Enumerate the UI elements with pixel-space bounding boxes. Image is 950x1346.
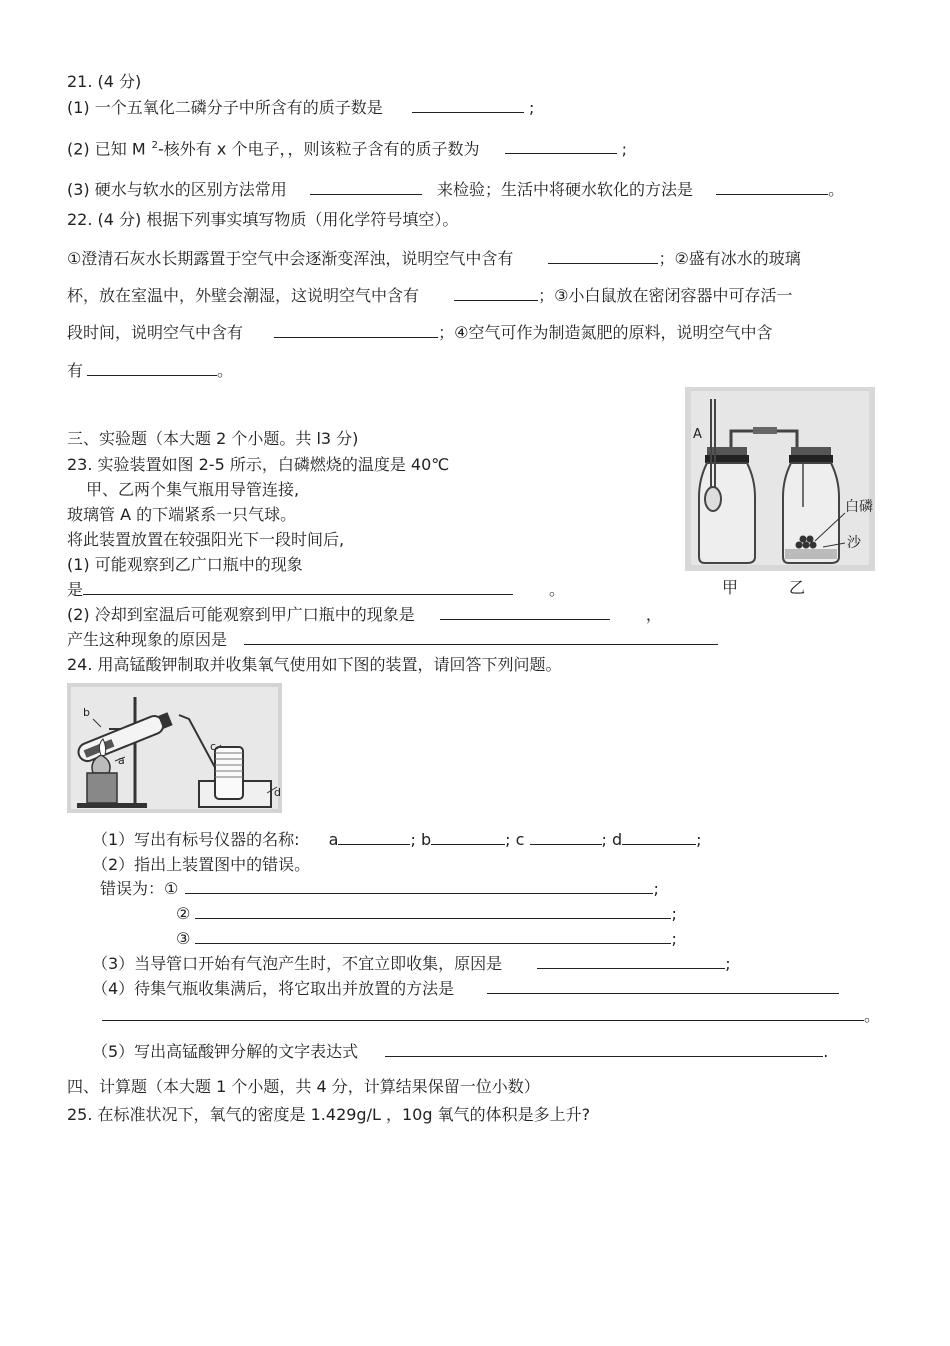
q22-line2-text-a: 杯，放在室温中，外壁会潮湿，这说明空气中含有 (67, 286, 420, 305)
q22-line3 (67, 323, 772, 343)
punct: ; (528, 98, 535, 117)
punct: 。 (549, 580, 566, 599)
q21-part3-text-a: (3) 硬水与软水的区别方法常用 (67, 180, 287, 199)
answer-blank[interactable] (102, 1006, 864, 1021)
punct: ; (653, 879, 659, 898)
q23-line1: 23. 实验装置如图 2-5 所示，白磷燃烧的温度是 40℃ (67, 455, 450, 474)
q23-line6-text: 是 (67, 580, 84, 599)
answer-blank[interactable] (244, 630, 718, 645)
punct: ; (671, 904, 677, 923)
q22-line3-text-a: 段时间，说明空气中含有 (67, 323, 244, 342)
punct: ; (696, 830, 702, 849)
answer-blank-c[interactable] (530, 830, 602, 845)
label-a: A (693, 427, 702, 442)
punct: ; (725, 954, 731, 973)
answer-blank[interactable] (195, 929, 671, 944)
answer-blank[interactable] (87, 361, 217, 376)
q23-line4: 将此装置放置在较强阳光下一段时间后, (67, 530, 345, 549)
answer-blank[interactable] (454, 286, 538, 301)
label-d: ; d (601, 830, 623, 849)
punct: ; (621, 139, 628, 159)
superscript: 2 (151, 140, 159, 151)
q21-part3-text-b: 来检验；生活中将硬水软化的方法是 (436, 180, 693, 199)
q24-sub4-text: （4）待集气瓶收集满后，将它取出并放置的方法是 (92, 979, 455, 998)
q24-sub1-text: （1）写出有标号仪器的名称: (92, 830, 300, 849)
answer-blank[interactable] (195, 904, 671, 919)
q24-error2 (176, 904, 677, 924)
q22-line1 (67, 247, 801, 269)
q23-line5: (1) 可能观察到乙广口瓶中的现象 (67, 555, 303, 574)
answer-blank[interactable] (505, 139, 617, 154)
section3-title: 三、实验题（本大题 2 个小题。共 l3 分) (67, 429, 359, 448)
error-label: ③ (176, 929, 191, 948)
q23-line3: 玻璃管 A 的下端紧系一只气球。 (67, 505, 297, 524)
q23-line7 (67, 605, 662, 625)
punct: ， (645, 605, 662, 624)
label-b: b (83, 706, 90, 719)
q24-sub5 (92, 1042, 828, 1062)
answer-blank[interactable] (274, 323, 438, 338)
q21-part1-text: (1) 一个五氧化二磷分子中所含有的质子数是 (67, 98, 383, 117)
label-d: d (274, 786, 281, 799)
section4-title: 四、计算题（本大题 1 个小题，共 4 分，计算结果保留一位小数） (67, 1077, 540, 1096)
label-b: ; b (410, 830, 432, 849)
q21-header: 21. (4 分) (67, 72, 142, 91)
q24-sub4 (92, 979, 839, 999)
q21-part3 (67, 180, 844, 200)
q22-line4-text-a: 有 (67, 361, 84, 380)
q22-line4 (67, 361, 233, 381)
q21-part2-text-a: (2) 已知 M (67, 139, 146, 159)
answer-blank-a[interactable] (338, 830, 410, 845)
answer-blank[interactable] (537, 954, 725, 969)
q22-header: 22. (4 分) 根据下列事实填写物质（用化学符号填空）。 (67, 210, 459, 229)
caption-jia: 甲 (722, 578, 739, 597)
answer-blank[interactable] (412, 98, 524, 113)
error-label: 错误为：① (100, 879, 179, 898)
q24-header: 24. 用高锰酸钾制取并收集氧气使用如下图的装置，请回答下列问题。 (67, 655, 562, 674)
punct: 。 (828, 180, 845, 199)
figure-kmno4-apparatus (67, 683, 282, 813)
q23-line7-text: (2) 冷却到室温后可能观察到甲广口瓶中的现象是 (67, 605, 415, 624)
q21-part1 (67, 98, 534, 118)
q22-line4-text-b: 。 (217, 361, 234, 380)
answer-blank-d[interactable] (622, 830, 696, 845)
q25-text: 25. 在标准状况下，氧气的密度是 1.429g/L ，10g 氧气的体积是多上升? (67, 1105, 591, 1124)
label-a: a (118, 754, 125, 767)
answer-blank[interactable] (716, 180, 828, 195)
caption-yi: 乙 (789, 578, 806, 597)
q24-sub3-text: （3）当导管口开始有气泡产生时，不宜立即收集，原因是 (92, 954, 503, 973)
figure-two-bottles (685, 387, 875, 571)
q21-part2-text-b: -核外有 x 个电子，，则该粒子含有的质子数为 (158, 139, 480, 159)
answer-blank[interactable] (310, 180, 422, 195)
q24-sub5-text: （5）写出高锰酸钾分解的文字表达式 (92, 1042, 359, 1061)
label-c: ; c (505, 830, 525, 849)
q23-line8 (67, 630, 718, 650)
label-c: c (210, 740, 217, 753)
label-white-phosphorus: 白磷 (845, 499, 873, 515)
q23-line6 (67, 580, 565, 600)
q24-error3 (176, 929, 677, 949)
answer-blank[interactable] (487, 979, 839, 994)
q24-error1 (100, 879, 659, 899)
label-sand: 沙 (847, 535, 861, 551)
apparatus-diagram (67, 683, 282, 813)
answer-blank[interactable] (548, 247, 658, 264)
punct: 。 (864, 1006, 881, 1025)
punct: . (823, 1042, 829, 1061)
q22-line2 (67, 286, 792, 306)
punct: ; (671, 929, 677, 948)
answer-blank[interactable] (185, 879, 653, 894)
q23-line2: 甲、乙两个集气瓶用导管连接, (86, 480, 300, 499)
q23-line8-text: 产生这种现象的原因是 (67, 630, 228, 649)
q22-line2-text-b: ；③小白鼠放在密闭容器中可存活一 (538, 286, 793, 305)
q22-line3-text-b: ；④空气可作为制造氮肥的原料，说明空气中含 (438, 323, 773, 342)
answer-blank[interactable] (385, 1042, 823, 1057)
error-label: ② (176, 904, 191, 923)
label-a: a (328, 830, 339, 849)
q22-line1-text-a: ①澄清石灰水长期露置于空气中会逐渐变浑浊，说明空气中含有 (67, 249, 514, 268)
q24-sub3 (92, 954, 731, 974)
q24-sub4-cont (102, 1006, 880, 1026)
answer-blank[interactable] (83, 580, 513, 595)
answer-blank[interactable] (440, 605, 610, 620)
answer-blank-b[interactable] (431, 830, 505, 845)
q21-part2 (67, 136, 627, 159)
q24-sub1 (92, 830, 702, 850)
q24-sub2: （2）指出上装置图中的错误。 (92, 855, 311, 874)
q22-line1-text-b: ；②盛有冰水的玻璃 (658, 249, 801, 268)
